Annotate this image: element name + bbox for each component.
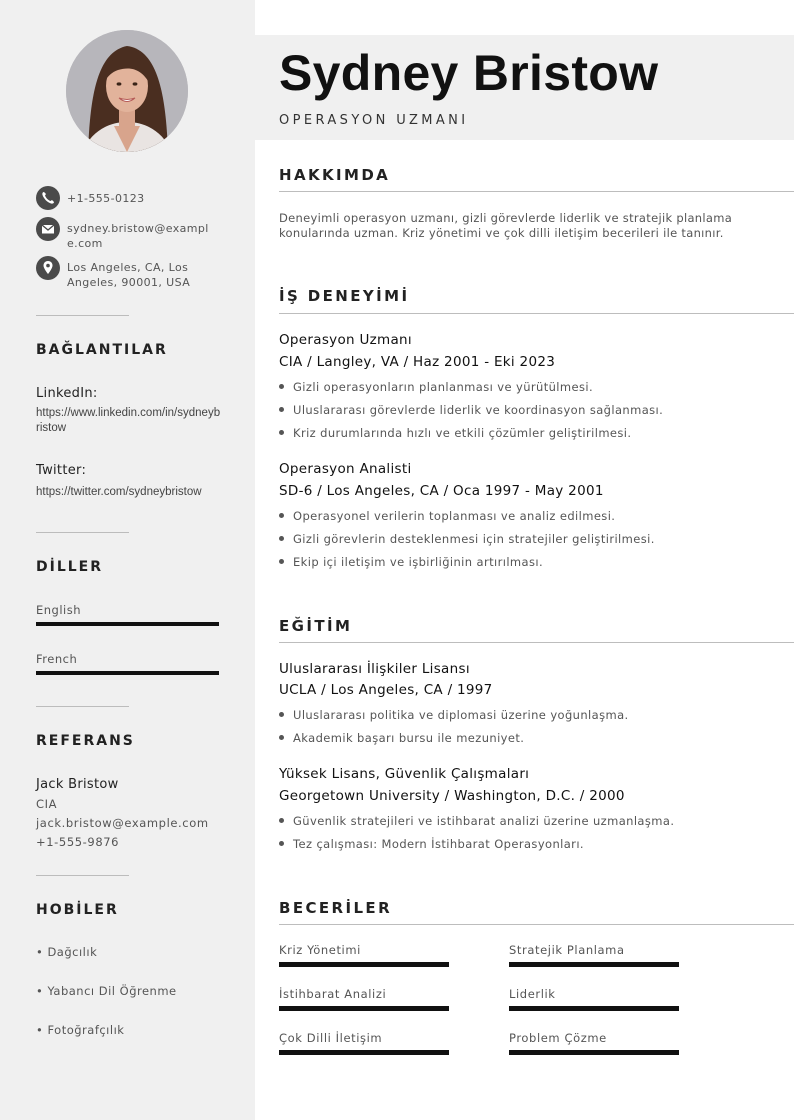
job-bullet [279, 403, 663, 417]
job-title: OPERASYON UZMANI [279, 113, 469, 128]
sidebar-divider [36, 706, 129, 707]
skills-heading: BECERİLER [279, 899, 393, 917]
skill-name: Stratejik Planlama [509, 943, 625, 957]
sidebar-divider [36, 875, 129, 876]
hobby-item: • Fotoğrafçılık [36, 1023, 125, 1037]
education-heading: EĞİTİM [279, 617, 353, 635]
hobbies-heading: HOBİLER [36, 902, 119, 918]
hobby-label: Dağcılık [47, 945, 98, 959]
linkedin-label: LinkedIn: [36, 386, 98, 401]
education-bullet-text: Akademik başarı bursu ile mezuniyet. [293, 731, 525, 745]
job-role: Operasyon Analisti [279, 461, 412, 477]
skill-name: Çok Dilli İletişim [279, 1031, 383, 1045]
hobby-label: Yabancı Dil Öğrenme [47, 984, 177, 998]
job-bullet-text: Gizli görevlerin desteklenmesi için stratejiler geliştirilmesi. [293, 532, 655, 546]
section-divider [279, 313, 794, 314]
job-bullet-text: Kriz durumlarında hızlı ve etkili çözümler geliştirilmesi. [293, 426, 632, 440]
skill-level-bar [509, 1050, 679, 1055]
location-pin-icon [36, 256, 60, 280]
job-bullet [279, 555, 543, 569]
sidebar-divider [36, 315, 129, 316]
section-divider [279, 642, 794, 643]
education-bullet [279, 837, 584, 851]
skill-level-bar [279, 962, 449, 967]
language-level-bar [36, 622, 219, 626]
skill-name: Liderlik [509, 987, 556, 1001]
skill-level-bar [509, 1006, 679, 1011]
education-bullet-text: Tez çalışması: Modern İstihbarat Operasyonları. [293, 837, 584, 851]
twitter-link[interactable]: https://twitter.com/sydneybristow [36, 486, 202, 498]
language-name: English [36, 603, 82, 617]
reference-phone: +1-555-9876 [36, 835, 120, 849]
job-details: SD-6 / Los Angeles, CA / Oca 1997 - May 2001 [279, 483, 604, 499]
education-details: UCLA / Los Angeles, CA / 1997 [279, 682, 493, 698]
job-role: Operasyon Uzmanı [279, 332, 412, 348]
job-bullet-text: Operasyonel verilerin toplanması ve analiz edilmesi. [293, 509, 616, 523]
job-bullet [279, 532, 655, 546]
education-bullet [279, 731, 524, 745]
linkedin-link[interactable]: https://www.linkedin.com/in/sydneybristow [36, 407, 221, 434]
profile-photo [66, 30, 188, 152]
job-bullet [279, 380, 593, 394]
twitter-label: Twitter: [36, 463, 87, 478]
education-degree: Uluslararası İlişkiler Lisansı [279, 661, 470, 677]
education-degree: Yüksek Lisans, Güvenlik Çalışmaları [279, 766, 530, 782]
reference-email[interactable]: jack.bristow@example.com [36, 816, 209, 830]
education-bullet [279, 814, 674, 828]
hobby-item: • Yabancı Dil Öğrenme [36, 984, 177, 998]
skill-name: Problem Çözme [509, 1031, 607, 1045]
education-bullet-text: Güvenlik stratejileri ve istihbarat analizi üzerine uzmanlaşma. [293, 814, 675, 828]
education-bullet [279, 708, 629, 722]
language-name: French [36, 652, 78, 666]
language-level-bar [36, 671, 219, 675]
references-heading: REFERANS [36, 733, 135, 749]
section-divider [279, 924, 794, 925]
languages-heading: DİLLER [36, 559, 104, 575]
education-bullet-text: Uluslararası politika ve diplomasi üzerine yoğunlaşma. [293, 708, 629, 722]
contact-email-text: sydney.bristow@example.com [67, 222, 209, 250]
profile-photo-image [66, 30, 188, 152]
skill-name: Kriz Yönetimi [279, 943, 361, 957]
sidebar-divider [36, 532, 129, 533]
connections-heading: BAĞLANTILAR [36, 342, 168, 358]
job-bullet [279, 426, 631, 440]
hobby-label: Fotoğrafçılık [47, 1023, 125, 1037]
section-divider [279, 191, 794, 192]
reference-name: Jack Bristow [36, 777, 119, 792]
job-details: CIA / Langley, VA / Haz 2001 - Eki 2023 [279, 354, 556, 370]
phone-icon [36, 186, 60, 210]
job-bullet-text: Ekip içi iletişim ve işbirliğinin artırılması. [293, 555, 544, 569]
contact-address-text: Los Angeles, CA, Los Angeles, 90001, USA [67, 261, 191, 289]
contact-phone-text: +1-555-0123 [67, 192, 145, 205]
skill-name: İstihbarat Analizi [279, 987, 387, 1001]
reference-org: CIA [36, 797, 58, 811]
skill-level-bar [279, 1006, 449, 1011]
sidebar [0, 0, 255, 1120]
job-bullet-text: Gizli operasyonların planlanması ve yürütülmesi. [293, 380, 594, 394]
hobby-item: • Dağcılık [36, 945, 98, 959]
person-name: Sydney Bristow [279, 45, 659, 101]
experience-heading: İŞ DENEYİMİ [279, 287, 410, 305]
skill-level-bar [509, 962, 679, 967]
job-bullet-text: Uluslararası görevlerde liderlik ve koordinasyon sağlanması. [293, 403, 664, 417]
about-heading: HAKKIMDA [279, 166, 391, 184]
education-details: Georgetown University / Washington, D.C. / 2000 [279, 788, 625, 804]
about-text: Deneyimli operasyon uzmanı, gizli görevlerde liderlik ve stratejik planlama konularında uzman. Kriz yönetimi ve çok dilli iletişim becerileri ile tanınır. [279, 211, 733, 240]
skill-level-bar [279, 1050, 449, 1055]
job-bullet [279, 509, 615, 523]
email-icon [36, 217, 60, 241]
